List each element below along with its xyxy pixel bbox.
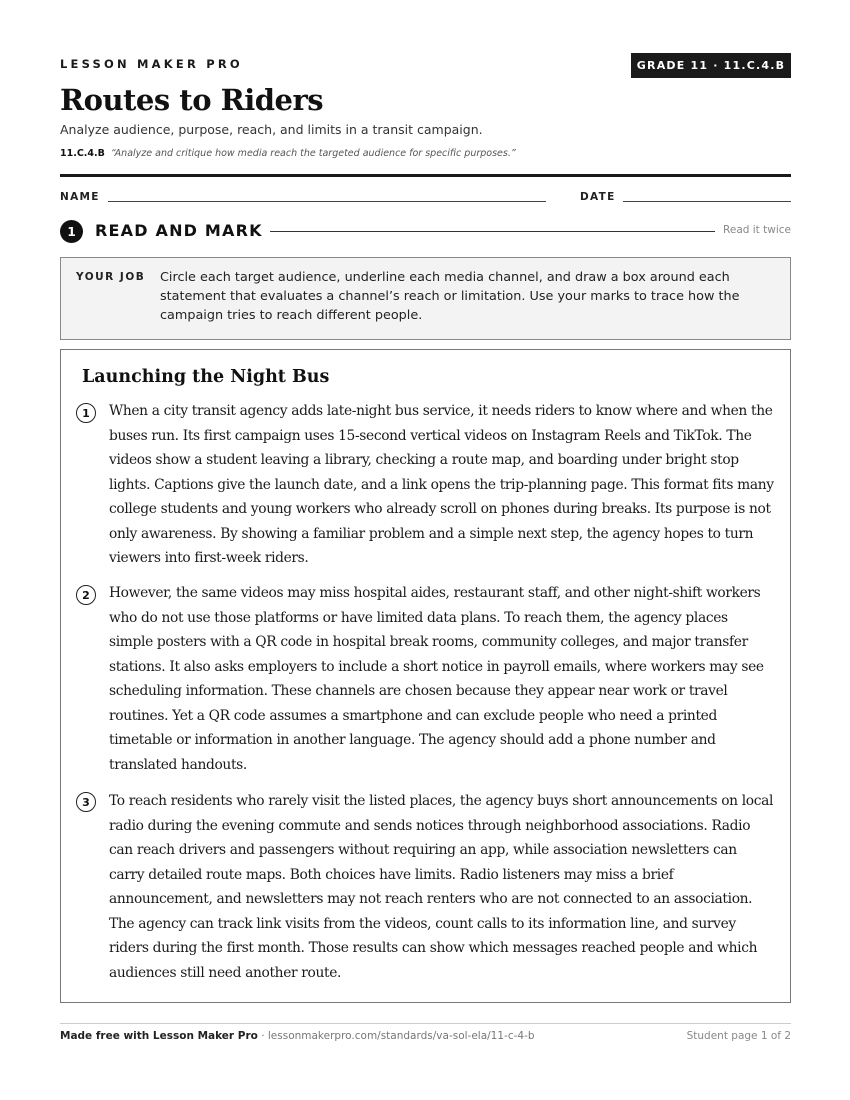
paragraph: However, the same videos may miss hospital aides, restaurant staff, and other night-shift workers who do not use those platforms or have limited data plans. To reach them, the agency places simple posters with a QR code in hospital break rooms, community colleges, and major transfer stations. It also asks employers to include a short notice in payroll emails, where workers may see scheduling information. These channels are chosen because they appear near work or travel routines. Yet a QR code assumes a smartphone and can exclude people who need a printed timetable or information in another language. The agency should add a phone number and translated handouts.: [109, 585, 764, 773]
header-divider: [60, 174, 791, 177]
name-field-line[interactable]: [108, 201, 546, 202]
page-title: Routes to Riders: [60, 83, 324, 117]
date-label: DATE: [580, 191, 616, 203]
worksheet-page: [60, 0, 791, 1100]
instructions-box: [60, 257, 791, 340]
standard-text: “Analyze and critique how media reach the targeted audience for specific purposes.”: [110, 148, 516, 159]
footer-url[interactable]: lessonmakerpro.com/standards/va-sol-ela/11-c-4-b: [267, 1030, 535, 1042]
section-number-badge: 1: [60, 220, 83, 243]
section-note: Read it twice: [723, 224, 791, 236]
paragraph: To reach residents who rarely visit the listed places, the agency buys short announcements on local radio during the evening commute and sends notices through neighborhood associations. Radio can reach drivers and passengers without requiring an app, while association newsletters can carry detailed route maps. Both choices have limits. Radio listeners may miss a brief announcement, and newsletters may not reach renters who are not connected to an association. The agency can track link visits from the videos, count calls to its information line, and survey riders during the first month. Those results can show which messages reached people and which audiences still need another route.: [109, 793, 774, 981]
page-subtitle: Analyze audience, purpose, reach, and limits in a transit campaign.: [60, 122, 483, 137]
date-field-line[interactable]: [623, 201, 791, 202]
paragraph-number: 1: [76, 403, 96, 423]
passage-title: Launching the Night Bus: [82, 367, 330, 387]
section-title: READ AND MARK: [95, 221, 263, 240]
footer-made-with: Made free with Lesson Maker Pro: [60, 1030, 258, 1042]
standard-code: 11.C.4.B: [60, 148, 105, 159]
paragraph-number: 2: [76, 585, 96, 605]
standard-line: [60, 148, 516, 159]
footer-separator: ·: [257, 1030, 268, 1042]
section-divider: [270, 231, 715, 232]
footer-page-number: Student page 1 of 2: [686, 1030, 791, 1042]
paragraph: When a city transit agency adds late-night bus service, it needs riders to know where and when the buses run. Its first campaign uses 15-second vertical videos on Instagram Reels and TikTok. The videos show a student leaving a library, checking a route map, and boarding under bright stop lights. Captions give the launch date, and a link opens the trip-planning page. This format fits many college students and young workers who already scroll on phones during breaks. Its purpose is not only awareness. By showing a familiar problem and a simple next step, the agency hopes to turn viewers into first-week riders.: [109, 403, 774, 566]
grade-badge: GRADE 11 · 11.C.4.B: [631, 53, 791, 78]
footer-credit: [60, 1030, 535, 1042]
name-label: NAME: [60, 191, 100, 203]
instructions-label: YOUR JOB: [76, 271, 146, 283]
instructions-text: Circle each target audience, underline each media channel, and draw a box around each statement that evaluates a channel’s reach or limitation. Use your marks to trace how the campaign tries to reach different people.: [160, 270, 740, 323]
reading-passage: [60, 349, 791, 1003]
footer-divider: [60, 1023, 791, 1024]
paragraph-number: 3: [76, 792, 96, 812]
brand-name: LESSON MAKER PRO: [60, 57, 243, 71]
